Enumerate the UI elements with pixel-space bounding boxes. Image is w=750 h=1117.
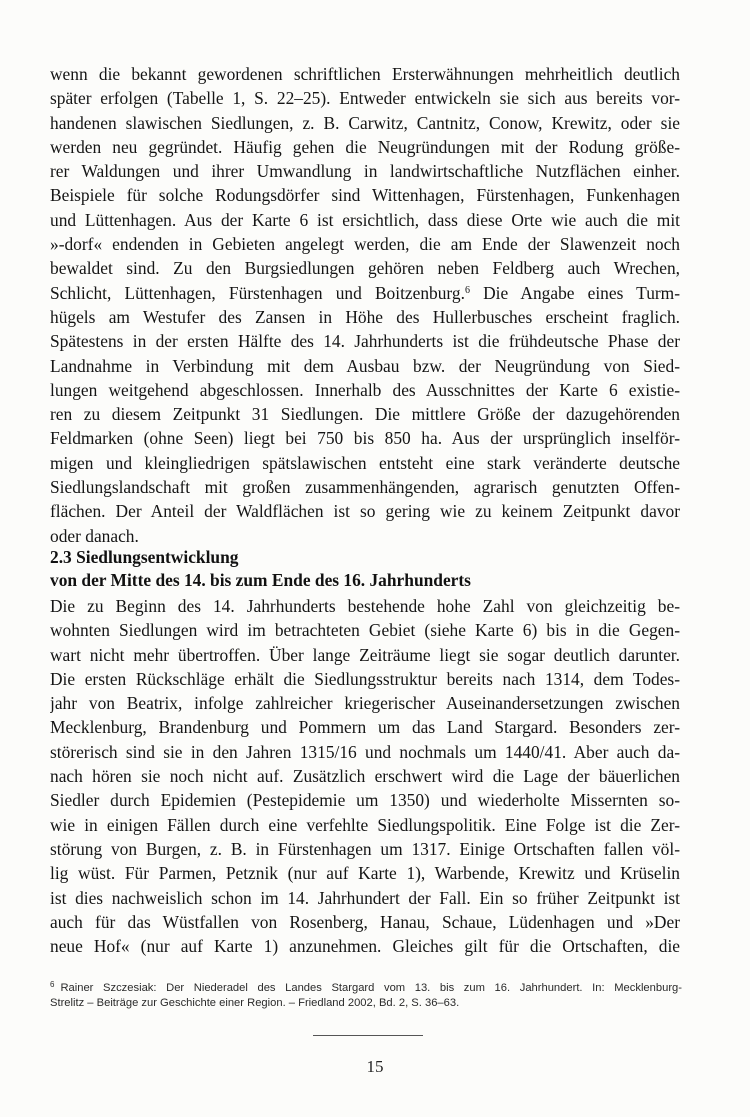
text-line: ren zu diesem Zeitpunkt 31 Siedlungen. Die mittlere Größe der dazugehörenden [50, 404, 680, 425]
footnote-text: Rainer Szczesiak: Der Niederadel des Landes Stargard vom 13. bis zum 16. Jahrhundert. In: Mecklenburg- [60, 982, 682, 994]
body-text-section-1 [50, 62, 680, 548]
text-line: Spätestens in der ersten Hälfte des 14. Jahrhunderts ist die frühdeutsche Phase der [50, 331, 680, 352]
heading-line: von der Mitte des 14. bis zum Ende des 16. Jahrhunderts [50, 570, 471, 590]
text-line: Beispiele für solche Rodungsdörfer sind Wittenhagen, Fürstenhagen, Funkenhagen [50, 185, 680, 206]
text-line: neue Hof« (nur auf Karte 1) anzunehmen. Gleiches gilt für die Ortschaften, die [50, 936, 680, 957]
footnote-reference[interactable]: 6 [464, 284, 470, 296]
text-line: rer Waldungen und ihrer Umwandlung in landwirtschaftliche Nutzflächen einher. [50, 161, 680, 182]
text-line: Landnahme in Verbindung mit dem Ausbau bzw. der Neugründung von Sied- [50, 355, 680, 376]
text-line: wie in einigen Fällen durch eine verfehlte Siedlungspolitik. Eine Folge ist die Zer- [50, 814, 680, 835]
text-line: wart nicht mehr übertroffen. Über lange Zeiträume liegt sie sogar deutlich darunter. [50, 644, 680, 665]
text-line: hügels am Westufer des Zansen in Höhe des Hullerbusches erscheint fraglich. [50, 306, 680, 327]
text-line: lig wüst. Für Parmen, Petznik (nur auf Karte 1), Warbende, Krewitz und Krüselin [50, 863, 680, 884]
text-segment: Schlicht, Lüttenhagen, Fürstenhagen und Boitzenburg. [50, 282, 465, 303]
text-line: Siedler durch Epidemien (Pestepidemie um 1350) und wiederholte Missernten so- [50, 790, 680, 811]
text-line: Feldmarken (ohne Seen) liegt bei 750 bis 850 ha. Aus der ursprünglich inselför- [50, 428, 680, 449]
text-line: nach hören sie noch nicht auf. Zusätzlich erschwert wird die Lage der bäuerlichen [50, 766, 680, 787]
text-line: jahr von Beatrix, infolge zahlreicher kriegerischer Auseinandersetzungen zwischen [50, 693, 680, 714]
text-line: Mecklenburg, Brandenburg und Pommern um das Land Stargard. Besonders zer- [50, 717, 680, 738]
text-line: Die zu Beginn des 14. Jahrhunderts bestehende hohe Zahl von gleichzeitig be- [50, 596, 680, 616]
text-line: und Lüttenhagen. Aus der Karte 6 ist ersichtlich, dass diese Orte wie auch die mit [50, 209, 680, 230]
page-number: 15 [366, 1057, 384, 1076]
footnote-marker: 6 [50, 980, 55, 989]
footnote-line: Strelitz – Beiträge zur Geschichte einer Region. – Friedland 2002, Bd. 2, S. 36–63. [50, 997, 460, 1009]
body-text-section-2 [50, 594, 680, 958]
text-line: werden neu gegründet. Häufig gehen die Neugründungen mit der Rodung größe- [50, 136, 680, 157]
text-line-with-footnote [50, 281, 680, 305]
text-line: Die ersten Rückschläge erhält die Siedlungsstruktur bereits nach 1314, dem Todes- [50, 668, 680, 689]
text-line: Siedlungslandschaft mit großen zusammenhängenden, agrarisch genutzten Offen- [50, 477, 680, 498]
text-line: flächen. Der Anteil der Waldflächen ist so gering wie zu keinem Zeitpunkt davor [50, 501, 680, 522]
divider-rule [313, 1035, 423, 1036]
text-line: auch für das Wüstfallen von Rosenberg, Hanau, Schaue, Lüdenhagen und »Der [50, 911, 680, 932]
text-line: wohnten Siedlungen wird im betrachteten Gebiet (siehe Karte 6) bis in die Gegen- [50, 620, 680, 641]
text-line: migen und kleingliedrigen spätslawischen entsteht eine stark veränderte deutsche [50, 452, 680, 473]
text-line: später erfolgen (Tabelle 1, S. 22–25). Entweder entwickeln sie sich aus bereits vor- [50, 88, 680, 109]
text-line: bewaldet sind. Zu den Burgsiedlungen gehören neben Feldberg auch Wrechen, [50, 258, 680, 279]
text-line: ist dies nachweislich schon im 14. Jahrhundert der Fall. Ein so früher Zeitpunkt ist [50, 887, 680, 908]
text-line: lungen weitgehend abgeschlossen. Innerhalb des Ausschnittes der Karte 6 existie- [50, 379, 680, 400]
text-line: handenen slawischen Siedlungen, z. B. Carwitz, Cantnitz, Conow, Krewitz, oder sie [50, 112, 680, 133]
footnote [50, 975, 682, 1013]
text-line: störung von Burgen, z. B. in Fürstenhagen um 1317. Einige Ortschaften fallen völ- [50, 838, 680, 859]
text-line: störerisch sind sie in den Jahren 1315/16 und nochmals um 1440/41. Aber auch da- [50, 741, 680, 762]
text-line: wenn die bekannt gewordenen schriftlichen Ersterwähnungen mehrheitlich deutlich [50, 64, 680, 84]
text-line: oder danach. [50, 525, 139, 546]
heading-line: 2.3 Siedlungsentwicklung [50, 547, 239, 567]
text-segment: Die Angabe eines Turm- [469, 282, 680, 303]
footnote-line [50, 975, 682, 994]
section-heading [50, 546, 680, 592]
text-line: »-dorf« endenden in Gebieten angelegt werden, die am Ende der Slawenzeit noch [50, 234, 680, 255]
